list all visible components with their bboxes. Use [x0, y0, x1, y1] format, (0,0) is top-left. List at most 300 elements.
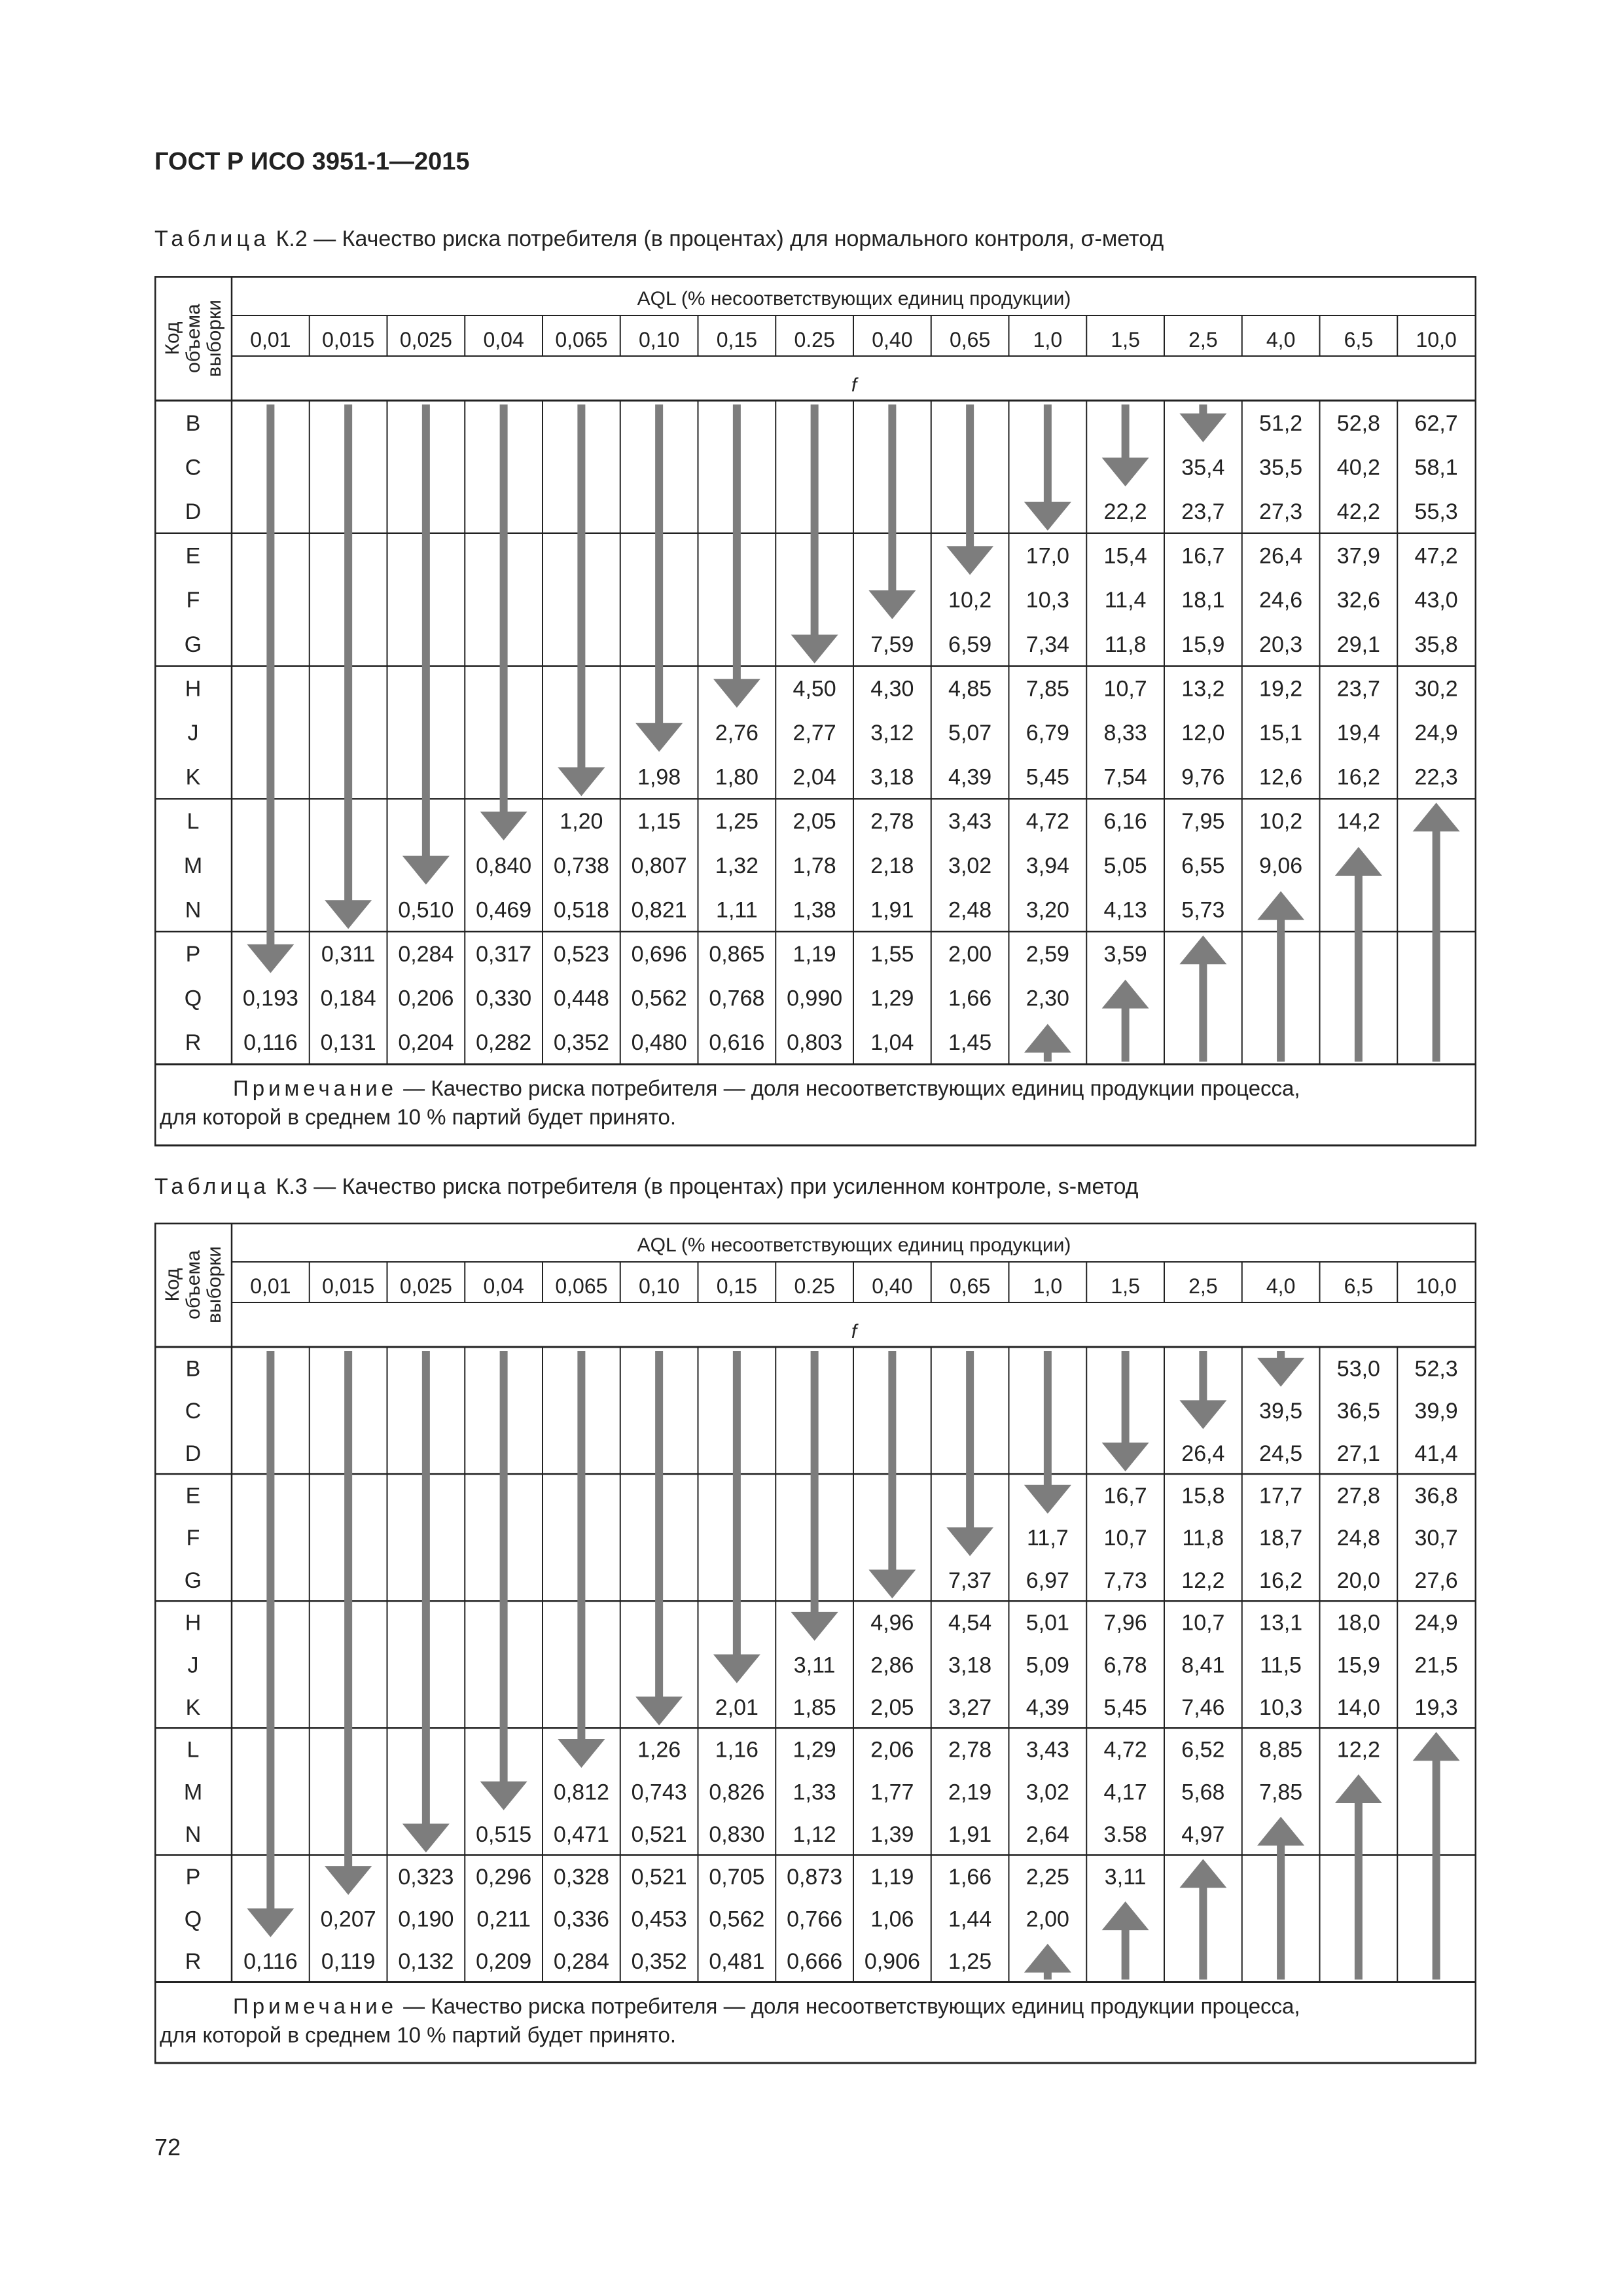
table-cell: 15,9 — [1181, 632, 1225, 657]
table-cell: 11,8 — [1182, 1526, 1224, 1551]
arrow-down-icon — [480, 404, 527, 840]
table-cell: 1,06 — [870, 1907, 914, 1932]
table-note — [233, 1076, 1300, 1100]
caption-label: Таблица — [154, 1174, 270, 1199]
table-cell: 19,3 — [1414, 1695, 1458, 1720]
table-cell: 1,38 — [793, 897, 836, 923]
note-label: Примечание — [233, 1076, 398, 1100]
aql-value: 0,65 — [949, 1274, 991, 1298]
table-cell: 0,666 — [787, 1949, 843, 1975]
table-cell: 0,209 — [476, 1949, 532, 1975]
table-cell: 0,481 — [709, 1949, 765, 1975]
aql-value: 0,025 — [399, 1274, 452, 1298]
table-cell: 0,743 — [631, 1780, 687, 1805]
table-cell: 3,94 — [1026, 853, 1069, 878]
table-cell: 36,5 — [1336, 1399, 1380, 1424]
table-cell: 10,7 — [1103, 676, 1147, 702]
table-cell: 2,64 — [1026, 1822, 1069, 1848]
table-cell: 0,873 — [787, 1864, 843, 1890]
table-cell: 7,54 — [1103, 764, 1147, 790]
table-cell: 0,616 — [709, 1030, 765, 1056]
table-cell: 1,20 — [560, 809, 603, 834]
table-cell: 10,7 — [1181, 1610, 1225, 1636]
table-cell: 2,30 — [1026, 986, 1069, 1011]
aql-value: 0,15 — [716, 328, 758, 351]
table-cell: 13,2 — [1181, 676, 1225, 702]
table-cell: 1,32 — [715, 853, 758, 878]
table-cell: 1,25 — [948, 1949, 992, 1975]
arrow-down-icon — [1024, 404, 1071, 531]
table-cell: 14,2 — [1336, 809, 1380, 834]
table-cell: 4,30 — [870, 676, 914, 702]
table-cell: 19,2 — [1259, 676, 1303, 702]
table-cell: 11,4 — [1104, 588, 1147, 613]
row-code: E — [185, 543, 201, 569]
table-cell: 0,803 — [787, 1030, 843, 1056]
table-cell: 18,0 — [1336, 1610, 1380, 1636]
table-cell: 3,18 — [948, 1653, 992, 1678]
row-code: G — [184, 632, 202, 657]
table-cell: 12,2 — [1181, 1568, 1225, 1593]
caption-label: Таблица — [154, 226, 270, 251]
table-cell: 0,510 — [398, 897, 454, 923]
table-cell: 5,05 — [1103, 853, 1147, 878]
aql-value: 0,04 — [483, 1274, 524, 1298]
arrow-down-icon — [1102, 1351, 1149, 1471]
table-cell: 6,16 — [1103, 809, 1147, 834]
table-cell: 10,2 — [1259, 809, 1303, 834]
table-cell: 0,705 — [709, 1864, 765, 1890]
table-cell: 5,09 — [1026, 1653, 1069, 1678]
table-cell: 16,7 — [1103, 1483, 1147, 1509]
aql-value: 1,0 — [1033, 1274, 1063, 1298]
table-cell: 2,76 — [715, 721, 758, 745]
table-grid — [154, 276, 1476, 1147]
aql-value: 10,0 — [1416, 1274, 1457, 1298]
table-cell: 1,26 — [637, 1737, 681, 1763]
table-cell: 0,738 — [553, 853, 609, 878]
table-cell: 2,00 — [948, 942, 992, 967]
table-cell: 3,18 — [870, 764, 914, 790]
arrow-down-icon — [635, 1351, 683, 1725]
table-cell: 0,132 — [398, 1949, 454, 1975]
arrow-down-icon — [946, 404, 993, 575]
table-cell: 16,2 — [1336, 764, 1380, 790]
arrow-up-icon — [1102, 980, 1149, 1062]
arrow-up-icon — [1179, 1859, 1226, 1979]
aql-value: 0,065 — [555, 328, 608, 351]
table-cell: 3,02 — [948, 853, 992, 878]
aql-value: 6,5 — [1344, 1274, 1374, 1298]
table-cell: 5,45 — [1026, 764, 1069, 790]
table-cell: 41,4 — [1414, 1441, 1458, 1466]
table-cell: 27,8 — [1336, 1483, 1380, 1509]
table-cell: 21,5 — [1414, 1653, 1458, 1678]
corner-label-line: объема — [183, 1250, 204, 1319]
table-cell: 7,37 — [948, 1568, 992, 1593]
table-cell: 24,5 — [1259, 1441, 1303, 1466]
table-cell: 24,9 — [1414, 1610, 1458, 1636]
table-cell: 6,97 — [1026, 1568, 1069, 1593]
table-cell: 4,54 — [948, 1610, 992, 1636]
table-cell: 5,68 — [1181, 1780, 1225, 1805]
note-label: Примечание — [233, 1994, 398, 2018]
table-cell: 24,8 — [1336, 1526, 1380, 1551]
table-cell: 7,73 — [1103, 1568, 1147, 1593]
table-cell: 0,336 — [553, 1907, 609, 1932]
table-cell: 0,990 — [787, 986, 843, 1011]
table-cell: 0,190 — [398, 1907, 454, 1932]
table-cell: 5,07 — [948, 721, 992, 745]
table-cell: 16,7 — [1181, 543, 1225, 569]
table-cell: 4,72 — [1026, 809, 1069, 834]
table-cell: 7,95 — [1181, 809, 1225, 834]
aql-value: 2,5 — [1188, 328, 1218, 351]
table-cell: 0,284 — [398, 942, 454, 967]
aql-value: 1,5 — [1111, 1274, 1140, 1298]
table-cell: 1,25 — [715, 809, 758, 834]
corner-label — [162, 300, 225, 377]
table-cell: 0,352 — [631, 1949, 687, 1975]
table-cell: 6,59 — [948, 632, 992, 657]
arrow-down-icon — [713, 404, 760, 708]
table-cell: 1,39 — [870, 1822, 914, 1848]
table-cell: 3,43 — [1026, 1737, 1069, 1763]
table-cell: 1,66 — [948, 986, 992, 1011]
table-cell: 36,8 — [1414, 1483, 1458, 1509]
aql-value: 0,025 — [399, 328, 452, 351]
table-cell: 1,33 — [793, 1780, 836, 1805]
table-cell: 10,3 — [1259, 1695, 1303, 1720]
table-cell: 8,41 — [1181, 1653, 1225, 1678]
aql-value: 0,15 — [716, 1274, 758, 1298]
row-code: J — [187, 1653, 199, 1678]
corner-label-line: выборки — [204, 1246, 225, 1323]
arrow-down-icon — [946, 1351, 993, 1556]
table-cell: 4,50 — [793, 676, 836, 702]
table-cell: 4,85 — [948, 676, 992, 702]
table-cell: 0,840 — [476, 853, 532, 878]
table-cell: 0,311 — [321, 942, 376, 967]
arrow-up-icon — [1024, 1944, 1071, 1980]
table-cell: 0,865 — [709, 942, 765, 967]
aql-value: 0,065 — [555, 1274, 608, 1298]
table-cell: 11,7 — [1027, 1526, 1069, 1551]
arrow-down-icon — [247, 404, 294, 973]
table-cell: 2,06 — [870, 1737, 914, 1763]
row-code: H — [185, 1610, 202, 1636]
aql-header: AQL (% несоответствующих единиц продукции) — [637, 288, 1071, 310]
table-cell: 3,11 — [1104, 1864, 1147, 1890]
note-text: — Качество риска потребителя — доля несоответствующих единиц продукции процесса, — [397, 1994, 1300, 2018]
aql-value: 0,01 — [250, 328, 291, 351]
table-cell: 35,4 — [1181, 455, 1225, 480]
table-note-line2: для которой в среднем 10 % партий будет принято. — [160, 2022, 677, 2047]
table-cell: 7,59 — [870, 632, 914, 657]
table-cell: 5,73 — [1181, 897, 1225, 923]
table-cell: 2,59 — [1026, 942, 1069, 967]
table-cell: 37,9 — [1336, 543, 1380, 569]
table-cell: 15,8 — [1181, 1483, 1225, 1509]
table-cell: 23,7 — [1336, 676, 1380, 702]
row-code: M — [183, 1780, 203, 1805]
table-cell: 0,317 — [476, 942, 532, 967]
arrow-down-icon — [635, 404, 683, 752]
aql-value: 10,0 — [1416, 328, 1457, 351]
arrow-down-icon — [1257, 1351, 1304, 1387]
arrow-down-icon — [1024, 1351, 1071, 1514]
table-cell: 6,55 — [1181, 853, 1225, 878]
table-cell: 2,18 — [870, 853, 914, 878]
table-cell: 1,66 — [948, 1864, 992, 1890]
table-cell: 39,9 — [1414, 1399, 1458, 1424]
table-cell: 1,45 — [948, 1030, 992, 1056]
table-cell: 0,807 — [631, 853, 687, 878]
table-cell: 4,39 — [948, 764, 992, 790]
table-cell: 22,2 — [1103, 499, 1147, 524]
row-code: K — [185, 1695, 201, 1720]
table-cell: 7,96 — [1103, 1610, 1147, 1636]
table-cell: 0,766 — [787, 1907, 843, 1932]
table-cell: 0,184 — [320, 986, 376, 1011]
table-cell: 4,13 — [1103, 897, 1147, 923]
table-cell: 10,2 — [948, 588, 992, 613]
f-label: f — [851, 1321, 857, 1342]
table-cell: 0,906 — [864, 1949, 920, 1975]
arrow-down-icon — [713, 1351, 760, 1683]
table-cell: 0,352 — [553, 1030, 609, 1056]
table-cell: 2,00 — [1026, 1907, 1069, 1932]
table-cell: 24,9 — [1414, 721, 1458, 745]
table-cell: 9,76 — [1181, 764, 1225, 790]
row-code: B — [185, 410, 201, 436]
table-cell: 3,20 — [1026, 897, 1069, 923]
caption-text: К.2 — Качество риска потребителя (в процентах) для нормального контроля, σ-метод — [270, 226, 1164, 251]
table-cell: 4,72 — [1103, 1737, 1147, 1763]
corner-label-line: выборки — [204, 300, 225, 377]
table-cell: 0,296 — [476, 1864, 532, 1890]
corner-label-line: Код — [162, 321, 183, 355]
aql-value: 1,0 — [1033, 328, 1063, 351]
table-cell: 30,2 — [1414, 676, 1458, 702]
arrow-up-icon — [1024, 1024, 1071, 1062]
table-cell: 10,3 — [1026, 588, 1069, 613]
table-cell: 3,59 — [1103, 942, 1147, 967]
table-cell: 43,0 — [1414, 588, 1458, 613]
arrow-down-icon — [1102, 404, 1149, 486]
row-code: R — [185, 1949, 202, 1975]
table-cell: 2,19 — [948, 1780, 992, 1805]
table-cell: 18,7 — [1259, 1526, 1303, 1551]
table-cell: 1,12 — [793, 1822, 836, 1848]
table-cell: 0,116 — [243, 1030, 298, 1056]
table-cell: 51,2 — [1259, 410, 1303, 436]
table-cell: 0,211 — [476, 1907, 531, 1932]
table-cell: 0,826 — [709, 1780, 765, 1805]
arrow-down-icon — [1179, 404, 1226, 442]
row-code: F — [186, 1526, 200, 1551]
table-k3 — [154, 1223, 1476, 2073]
table-cell: 15,4 — [1103, 543, 1147, 569]
aql-value: 4,0 — [1266, 1274, 1296, 1298]
table-cell: 1,98 — [637, 764, 681, 790]
aql-value: 0,65 — [949, 328, 991, 351]
table-cell: 17,0 — [1026, 543, 1069, 569]
table-cell: 1,85 — [793, 1695, 836, 1720]
table-cell: 1,91 — [870, 897, 914, 923]
table-cell: 58,1 — [1414, 455, 1458, 480]
table-cell: 4,17 — [1103, 1780, 1147, 1805]
table-cell: 0,562 — [631, 986, 687, 1011]
table-cell: 62,7 — [1414, 410, 1458, 436]
row-code: B — [185, 1356, 201, 1382]
table-cell: 18,1 — [1181, 588, 1225, 613]
row-code: L — [187, 809, 200, 834]
table-cell: 22,3 — [1414, 764, 1458, 790]
table-cell: 1,15 — [637, 809, 681, 834]
row-code: N — [185, 897, 202, 923]
table-cell: 17,7 — [1259, 1483, 1303, 1509]
table-k2 — [154, 276, 1476, 1147]
table-cell: 0,768 — [709, 986, 765, 1011]
table-cell: 1,11 — [716, 897, 758, 923]
table-cell: 0,323 — [398, 1864, 454, 1890]
aql-value: 0,01 — [250, 1274, 291, 1298]
table-cell: 3,43 — [948, 809, 992, 834]
table-cell: 15,1 — [1259, 721, 1303, 745]
table-cell: 6,79 — [1026, 721, 1069, 745]
table-cell: 1,55 — [870, 942, 914, 967]
table-cell: 0,696 — [631, 942, 687, 967]
table-cell: 2,78 — [870, 809, 914, 834]
table-cell: 1,16 — [715, 1737, 758, 1763]
note-text: — Качество риска потребителя — доля несоответствующих единиц продукции процесса, — [397, 1076, 1300, 1100]
table-cell: 30,7 — [1414, 1526, 1458, 1551]
table-grid — [154, 1223, 1476, 2064]
table-cell: 32,6 — [1336, 588, 1380, 613]
table-cell: 0,119 — [321, 1949, 376, 1975]
table-cell: 5,01 — [1026, 1610, 1069, 1636]
table-cell: 1,77 — [870, 1780, 914, 1805]
arrow-up-icon — [1335, 1774, 1382, 1980]
table-cell: 53,0 — [1336, 1356, 1380, 1382]
corner-label-line: объема — [183, 304, 204, 373]
aql-value: 2,5 — [1188, 1274, 1218, 1298]
row-code: M — [183, 853, 203, 878]
table-cell: 12,6 — [1259, 764, 1303, 790]
table-cell: 0,330 — [476, 986, 532, 1011]
table-cell: 0,453 — [631, 1907, 687, 1932]
table-cell: 7,85 — [1026, 676, 1069, 702]
row-code: R — [185, 1030, 202, 1056]
aql-value: 0,10 — [638, 328, 680, 351]
table-cell: 0,562 — [709, 1907, 765, 1932]
table-cell: 3,11 — [793, 1653, 836, 1678]
row-code: D — [185, 1441, 202, 1466]
row-code: P — [185, 942, 201, 967]
table-cell: 2,77 — [793, 721, 836, 745]
f-label: f — [851, 374, 857, 396]
table-k2-caption — [154, 226, 1164, 252]
table-cell: 0,206 — [398, 986, 454, 1011]
table-cell: 0,830 — [709, 1822, 765, 1848]
aql-value: 4,0 — [1266, 328, 1296, 351]
table-cell: 1,04 — [870, 1030, 914, 1056]
table-cell: 15,9 — [1336, 1653, 1380, 1678]
table-cell: 2,01 — [715, 1695, 758, 1720]
table-cell: 55,3 — [1414, 499, 1458, 524]
row-code: H — [185, 676, 202, 702]
table-cell: 0,518 — [553, 897, 609, 923]
table-cell: 2,78 — [948, 1737, 992, 1763]
table-cell: 10,7 — [1103, 1526, 1147, 1551]
row-code: N — [185, 1822, 202, 1848]
row-code: Q — [184, 986, 202, 1011]
table-cell: 13,1 — [1259, 1610, 1303, 1636]
table-cell: 27,3 — [1259, 499, 1303, 524]
table-cell: 1,91 — [948, 1822, 992, 1848]
table-cell: 4,97 — [1181, 1822, 1225, 1848]
table-cell: 27,1 — [1336, 1441, 1380, 1466]
table-cell: 0,471 — [553, 1822, 609, 1848]
table-cell: 26,4 — [1259, 543, 1303, 569]
table-cell: 29,1 — [1336, 632, 1380, 657]
table-cell: 2,48 — [948, 897, 992, 923]
table-cell: 7,85 — [1259, 1780, 1303, 1805]
arrow-up-icon — [1335, 847, 1382, 1062]
table-cell: 23,7 — [1181, 499, 1225, 524]
table-cell: 0,523 — [553, 942, 609, 967]
arrow-down-icon — [247, 1351, 294, 1937]
table-cell: 11,8 — [1104, 632, 1147, 657]
arrow-down-icon — [868, 404, 916, 619]
corner-label — [162, 1246, 225, 1323]
table-cell: 27,6 — [1414, 1568, 1458, 1593]
aql-value: 0,015 — [322, 1274, 375, 1298]
table-cell: 7,34 — [1026, 632, 1069, 657]
page-number: 72 — [154, 2134, 181, 2161]
table-cell: 6,78 — [1103, 1653, 1147, 1678]
aql-header: AQL (% несоответствующих единиц продукции) — [637, 1234, 1071, 1256]
table-cell: 52,3 — [1414, 1356, 1458, 1382]
table-cell: 2,04 — [793, 764, 836, 790]
table-cell: 0,448 — [553, 986, 609, 1011]
table-cell: 2,25 — [1026, 1864, 1069, 1890]
arrow-up-icon — [1257, 891, 1304, 1062]
row-code: D — [185, 499, 202, 524]
aql-value: 1,5 — [1111, 328, 1140, 351]
table-cell: 42,2 — [1336, 499, 1380, 524]
arrow-down-icon — [480, 1351, 527, 1810]
table-cell: 0,284 — [553, 1949, 609, 1975]
table-cell: 1,19 — [870, 1864, 914, 1890]
table-cell: 11,5 — [1260, 1653, 1302, 1678]
table-cell: 3,12 — [870, 721, 914, 745]
table-cell: 12,0 — [1181, 721, 1225, 745]
table-cell: 0,821 — [631, 897, 687, 923]
table-cell: 1,78 — [793, 853, 836, 878]
table-cell: 2,05 — [793, 809, 836, 834]
table-cell: 0,469 — [476, 897, 532, 923]
aql-value: 0,10 — [638, 1274, 680, 1298]
table-cell: 8,33 — [1103, 721, 1147, 745]
aql-value: 0.25 — [794, 328, 835, 351]
table-cell: 16,2 — [1259, 1568, 1303, 1593]
row-code: L — [187, 1737, 200, 1763]
table-cell: 1,80 — [715, 764, 758, 790]
aql-value: 6,5 — [1344, 328, 1374, 351]
table-cell: 4,96 — [870, 1610, 914, 1636]
